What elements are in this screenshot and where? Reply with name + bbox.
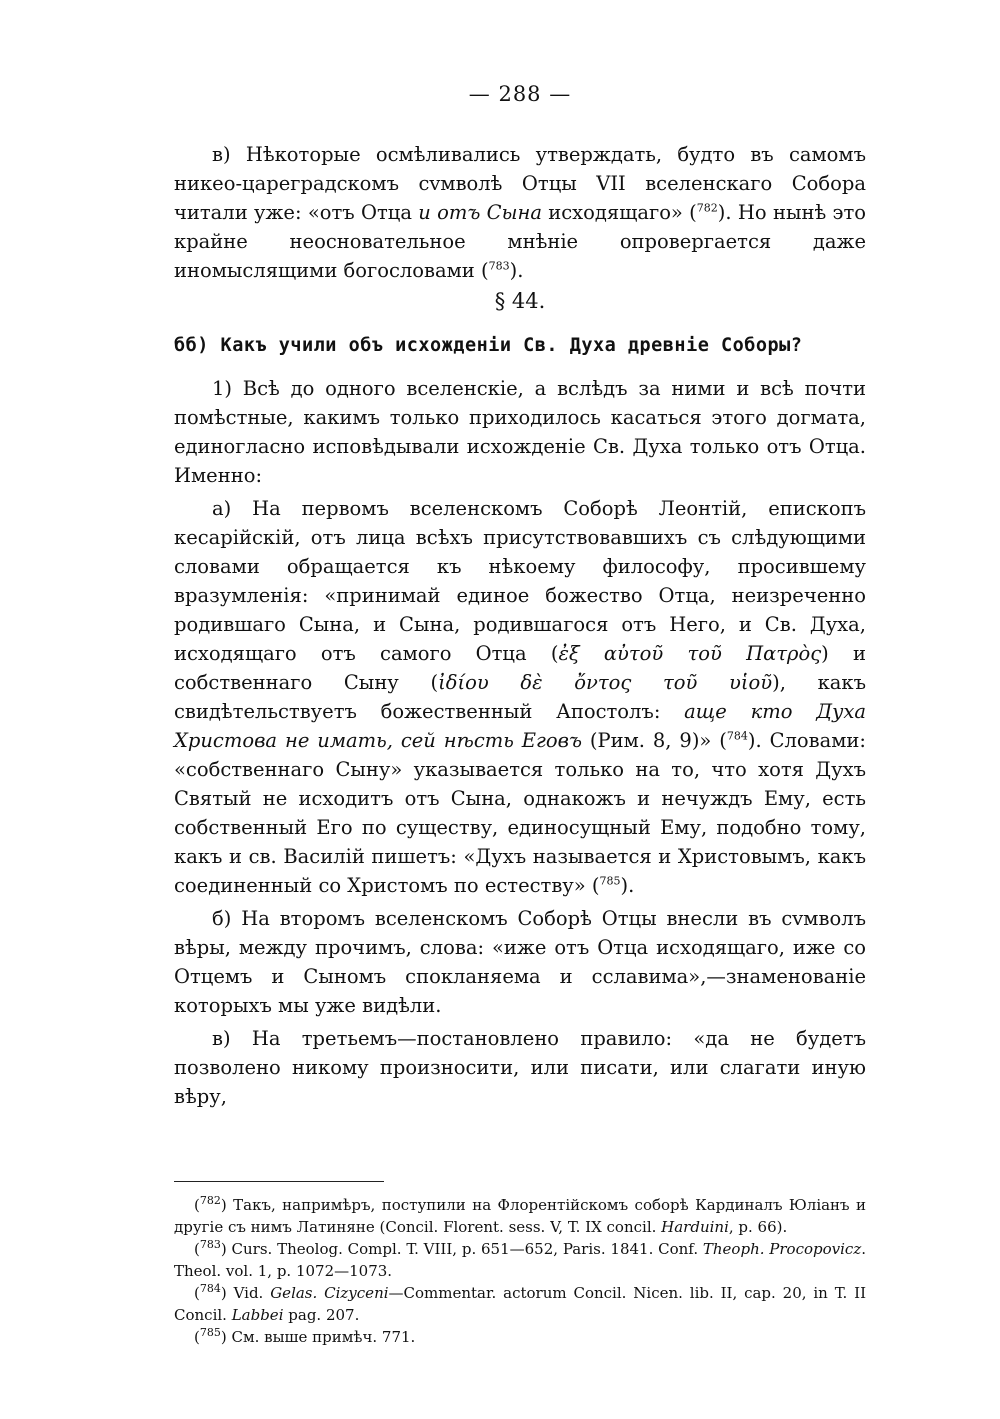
page-number: — 288 — (468, 82, 572, 106)
section-number: § 44. (494, 289, 546, 313)
footnote-ref-782: 782 (696, 201, 718, 215)
scripture-quote: аще кто Духа Христова не имать, сей нѣсть Еговъ (174, 700, 867, 752)
footnote-divider (174, 1181, 384, 1182)
footnote-784: ($^{784}$) Vid. Gelas. Cizyceni—Commentar. actorum Concil. Nicen. lib. II, cap. 20, in T. II Concil. Labbei pag. 207. (174, 1282, 866, 1324)
emphasis-text: и отъ Сына (418, 201, 542, 224)
section-heading: бб) Какъ учили объ исхожденіи Св. Духа древніе Соборы? (174, 335, 803, 356)
footnote-ref-785: 785 (599, 874, 621, 888)
footnote-ref-783: 783 (488, 259, 510, 273)
footnote-783: ($^{783}$) Curs. Theolog. Compl. T. VIII, p. 651—652, Paris. 1841. Conf. Theoph. Procopovicz. Theol. vol. 1, p. 1072—1073. (174, 1238, 866, 1280)
paragraph-3: б) На второмъ вселенскомъ Соборѣ Отцы внесли въ сvмволъ вѣры, между прочимъ, слова: «иже отъ Отца исходящаго, иже со Отцемъ и Сыномъ спокланяема и сславима»,—знаменованіе которыхъ мы уже видѣли. (174, 907, 866, 1017)
intro-paragraph: в) Нѣкоторые осмѣливались утверждать, будто въ самомъ никео-цареградскомъ сvмволѣ Отцы VII вселенскаго Собора читали уже: «отъ Отца и отъ Сына исходящаго» ($^{782}$). Но нынѣ это крайне неосновательное мнѣніе опровергается даже иномыслящими богословами ($^{783}$). (174, 143, 866, 282)
paragraph-1: 1) Всѣ до одного вселенскіе, а вслѣдъ за ними и всѣ почти помѣстные, какимъ только приходилось касаться этого догмата, единогласно исповѣдывали исхожденіе Св. Духа только отъ Отца. Именно: (174, 377, 866, 487)
footnote-ref-784: 784 (726, 729, 748, 743)
footnote-782: ($^{782}$) Такъ, напримѣръ, поступили на Флорентійскомъ соборѣ Кардиналъ Юліанъ и другіе съ нимъ Латиняне (Concil. Florent. sess. V, T. IX concil. Harduini, p. 66). (174, 1194, 866, 1236)
paragraph-4: в) На третьемъ—постановлено правило: «да не будетъ позволено никому произносити, или писати, или слагати иную вѣру, (174, 1027, 866, 1108)
paragraph-2: а) На первомъ вселенскомъ Соборѣ Леонтій, епископъ кесарійскій, отъ лица всѣхъ присутствовавшихъ съ слѣдующими словами обращается къ нѣкоему философу, просившему вразумленія: «принимай единое божество Отца, неизреченно родившаго Сына, и Сына, родившагося отъ Него, и Св. Духа, исходящаго отъ самого Отца (ἐξ αὐτοῦ τοῦ Πατρὸς) и собственнаго Сыну (ἰδίου δὲ ὄντος τοῦ υἱοῦ), какъ свидѣтельствуетъ божественный Апостолъ: аще кто Духа Христова не имать, сей нѣсть Еговъ (Рим. 8, 9)» ($^{784}$). Словами: «собственнаго Сыну» указывается только на то, что хотя Духъ Святый не исходитъ отъ Сына, однакожъ и нечуждъ Ему, есть собственный Его по существу, единосущный Ему, подобно тому, какъ и св. Василій пишетъ: «Духъ называется и Христовымъ, какъ соединенный со Христомъ по естеству» ($^{785}$). (174, 497, 867, 897)
footnotes (174, 1194, 866, 1348)
greek-quote: ἰδίου δὲ ὄντος τοῦ υἱοῦ (438, 671, 773, 694)
footnote-785: ($^{785}$) См. выше примѣч. 771. (194, 1326, 416, 1346)
greek-quote: ἐξ αὐτοῦ τοῦ Πατρὸς (558, 642, 822, 665)
